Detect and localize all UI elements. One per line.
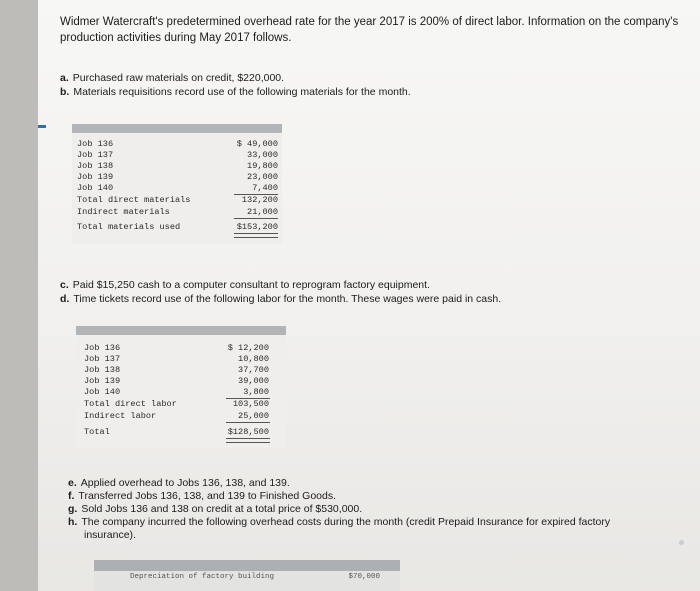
item-e bbox=[68, 477, 290, 489]
item-f-letter: f. bbox=[68, 490, 75, 502]
item-h-letter: h. bbox=[68, 516, 78, 528]
item-h-text: The company incurred the following overhead costs during the month (credit Prepaid Insurance for expired factory insurance). bbox=[81, 516, 611, 541]
item-c-text: Paid $15,250 cash to a computer consultant to reprogram factory equipment. bbox=[72, 279, 430, 291]
table-row: Job 137 10,800 bbox=[84, 354, 269, 364]
total-underline bbox=[234, 218, 278, 219]
item-b bbox=[60, 86, 411, 98]
materials-table-header bbox=[72, 124, 282, 133]
table-row: Job 138 19,800 bbox=[77, 161, 278, 171]
labor-table bbox=[76, 326, 286, 448]
table-row: Indirect materials 21,000 bbox=[77, 207, 278, 217]
labor-table-header bbox=[76, 326, 286, 335]
item-f-text: Transferred Jobs 136, 138, and 139 to Finished Goods. bbox=[78, 490, 337, 502]
item-d bbox=[60, 293, 501, 305]
item-d-letter: d. bbox=[60, 293, 70, 305]
total-double-underline bbox=[226, 438, 270, 443]
page-edge-marker bbox=[38, 125, 46, 128]
total-underline bbox=[226, 422, 270, 423]
table-row: Total $128,500 bbox=[84, 427, 269, 437]
table-row: Job 140 7,400 bbox=[77, 183, 278, 193]
table-row: Job 139 23,000 bbox=[77, 172, 278, 182]
item-g-letter: g. bbox=[68, 503, 78, 515]
item-a bbox=[60, 72, 284, 84]
table-row: Job 140 3,800 bbox=[84, 387, 269, 397]
item-e-text: Applied overhead to Jobs 136, 138, and 139. bbox=[80, 477, 290, 489]
total-double-underline bbox=[234, 233, 278, 238]
item-e-letter: e. bbox=[68, 477, 77, 489]
overhead-table: Depreciation of factory building $70,000 bbox=[94, 560, 400, 591]
item-f bbox=[68, 490, 336, 502]
item-d-text: Time tickets record use of the following labor for the month. These wages were paid in cash. bbox=[73, 293, 502, 305]
table-row: Total direct materials 132,200 bbox=[77, 195, 278, 205]
problem-page bbox=[38, 0, 700, 591]
table-row: Total direct labor 103,500 bbox=[84, 399, 269, 409]
item-g bbox=[68, 503, 362, 515]
scroll-indicator-dot bbox=[679, 540, 684, 545]
problem-intro: Widmer Watercraft's predetermined overhead rate for the year 2017 is 200% of direct labor. Information on the company's production activities during May 2017 follows. bbox=[60, 16, 679, 44]
table-row: Total materials used $153,200 bbox=[77, 222, 278, 232]
item-g-text: Sold Jobs 136 and 138 on credit at a total price of $530,000. bbox=[81, 503, 363, 515]
item-b-text: Materials requisitions record use of the following materials for the month. bbox=[73, 86, 411, 98]
table-row: Job 139 39,000 bbox=[84, 376, 269, 386]
table-row: Indirect labor 25,000 bbox=[84, 411, 269, 421]
item-a-letter: a. bbox=[60, 72, 69, 84]
item-c-letter: c. bbox=[60, 279, 69, 291]
table-row: Job 137 33,000 bbox=[77, 150, 278, 160]
item-c bbox=[60, 279, 430, 291]
table-row: Job 136 $ 12,200 bbox=[84, 343, 269, 353]
table-row: Job 136 $ 49,000 bbox=[77, 139, 278, 149]
overhead-table-header bbox=[94, 560, 400, 571]
materials-table bbox=[72, 124, 282, 244]
item-b-letter: b. bbox=[60, 86, 70, 98]
table-row: Job 138 37,700 bbox=[84, 365, 269, 375]
item-h bbox=[68, 516, 664, 542]
item-a-text: Purchased raw materials on credit, $220,000. bbox=[72, 72, 285, 84]
